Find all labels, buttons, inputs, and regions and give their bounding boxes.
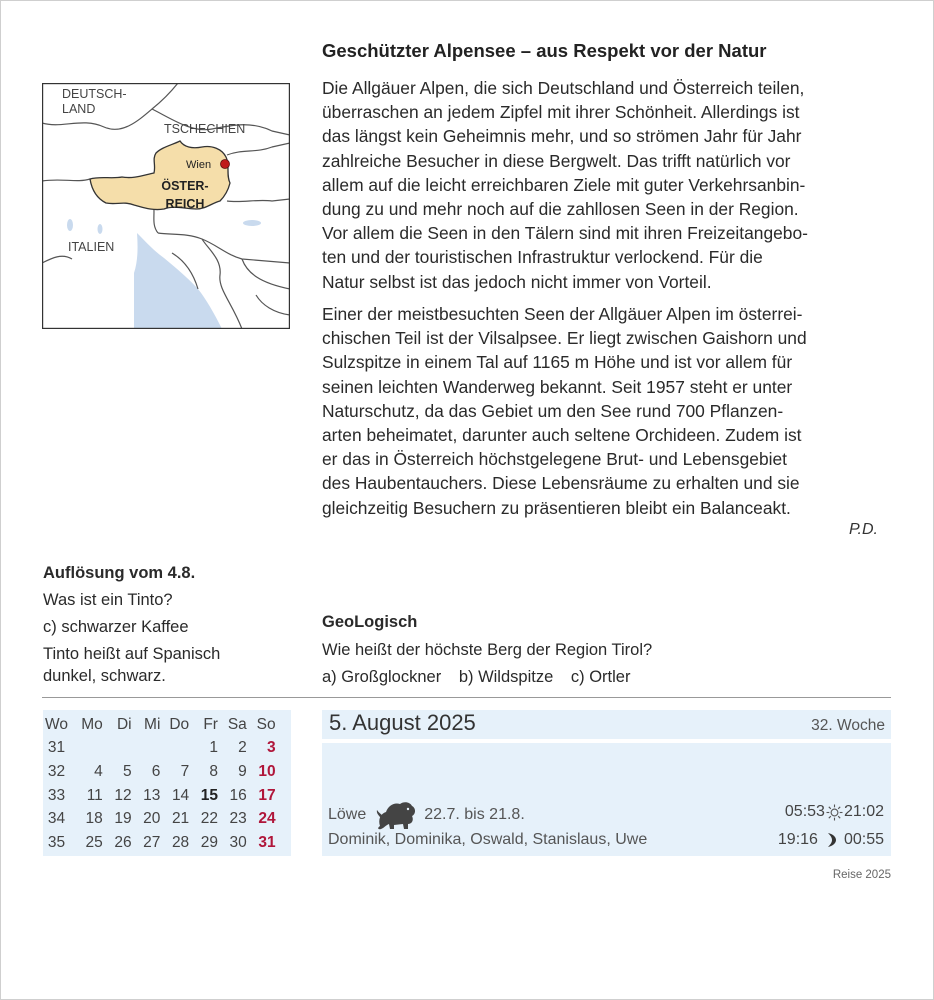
label-italien: ITALIEN — [68, 240, 115, 254]
calendar-day: 26 — [114, 833, 132, 851]
day-header: Do — [169, 715, 190, 733]
date-title: 5. August 2025 — [329, 710, 476, 735]
week-number-cell: 31 — [47, 739, 66, 757]
article-line: er das in Österreich höchstgelegene Brut- und Lebensgebiet — [322, 449, 788, 470]
sun-icon — [826, 804, 843, 821]
week-number-cell: 34 — [47, 810, 66, 828]
sun-times — [785, 803, 884, 821]
calendar-day: 4 — [94, 762, 103, 780]
article-line: des Haubentauchers. Diese Lebensräume zu erhalten und sie — [322, 473, 800, 494]
calendar-header-row — [43, 713, 276, 737]
label-oesterreich: ÖSTER- — [161, 179, 209, 193]
calendar-day: 9 — [238, 762, 247, 780]
moonrise-time: 19:16 — [777, 831, 818, 848]
austria-locator-map — [42, 83, 290, 329]
week-number: 32. Woche — [811, 717, 885, 734]
article-line: dung zu und mehr noch auf die zahllosen Seen in der Region. — [322, 199, 799, 220]
zodiac-range: 22.7. bis 21.8. — [424, 806, 525, 823]
calendar-day: 21 — [171, 810, 190, 828]
divider — [42, 697, 891, 698]
sunset-time: 21:02 — [843, 803, 884, 820]
moon-times — [778, 831, 884, 849]
calendar-day: 12 — [114, 786, 132, 804]
article-line: Vor allem die Seen in den Tälern sind mit ihren Freizeitangebo- — [322, 223, 808, 244]
quiz-option-a: a) Großglockner — [322, 668, 442, 686]
month-calendar — [43, 710, 291, 856]
calendar-table — [43, 713, 276, 855]
calendar-day: 14 — [171, 786, 190, 804]
article-line: das längst kein Geheimnis mehr, und so strömen Jahr für Jahr — [322, 126, 802, 147]
day-header: Sa — [227, 715, 247, 733]
solution-title: Auflösung vom 4.8. — [43, 564, 196, 582]
calendar-week-row — [43, 760, 276, 784]
solution-explanation-2: dunkel, schwarz. — [43, 667, 166, 685]
calendar-day — [132, 737, 161, 761]
calendar-day: 19 — [114, 810, 132, 828]
calendar-day: 29 — [200, 833, 218, 851]
lake-balaton — [243, 220, 261, 226]
panel-separator — [322, 739, 891, 743]
calendar-day-sunday: 3 — [266, 739, 276, 757]
day-header: Mo — [81, 715, 103, 733]
calendar-day-sunday: 24 — [258, 810, 276, 828]
article-line: überraschen an jedem Zipfel mit ihrer Schönheit. Allerdings ist — [322, 102, 800, 123]
quiz-options — [322, 664, 892, 692]
calendar-day: 25 — [85, 833, 103, 851]
calendar-day: 22 — [200, 810, 218, 828]
week-number-cell: 33 — [47, 786, 66, 804]
calendar-day: 15 — [200, 786, 218, 804]
calendar-day: 27 — [143, 833, 161, 851]
solution-answer: c) schwarzer Kaffee — [43, 618, 189, 636]
calendar-day: 30 — [229, 833, 247, 851]
article-line: arten beheimatet, darunter auch seltene Orchideen. Zudem ist — [322, 425, 802, 446]
calendar-day: 1 — [209, 739, 218, 757]
lion-icon — [374, 798, 418, 832]
zodiac-sign: Löwe — [328, 806, 367, 823]
article-line: Natur selbst ist das jedoch nicht immer von Vorteil. — [322, 271, 712, 292]
article-line: zahlreiche Besucher in diese Bergwelt. Das trifft natürlich vor — [322, 150, 791, 171]
day-header-sunday: So — [256, 715, 276, 733]
quiz-option-b: b) Wildspitze — [458, 668, 554, 686]
calendar-week-row — [43, 784, 276, 808]
article-title: Geschützter Alpensee – aus Respekt vor der Natur — [322, 40, 767, 61]
calendar-day — [103, 737, 132, 761]
day-header: Fr — [203, 715, 218, 733]
label-tschechien: TSCHECHIEN — [164, 122, 246, 136]
week-header: Wo — [45, 715, 68, 733]
day-header: Mi — [144, 715, 161, 733]
article-line: gleichzeitig Besuchern zu präsentieren bleibt ein Balanceakt. — [322, 497, 791, 518]
article-line: ten und der touristischen Infrastruktur verlockend. Für die — [322, 247, 763, 268]
calendar-day-sunday: 31 — [258, 833, 276, 851]
article-line: allem auf die leicht erreichbaren Ziele mit guter Verkehrsanbin- — [322, 174, 806, 195]
article-line: seinen leichten Wanderweg bekannt. Seit 1957 steht er unter — [322, 376, 793, 397]
calendar-day-sunday: 17 — [258, 786, 276, 804]
zodiac-row — [328, 798, 525, 832]
calendar-day: 7 — [180, 762, 190, 780]
article-paragraph-2 — [322, 302, 892, 520]
calendar-day: 28 — [171, 833, 190, 851]
calendar-day: 13 — [143, 786, 161, 804]
name-days: Dominik, Dominika, Oswald, Stanislaus, Uwe — [328, 831, 648, 848]
week-number-cell: 35 — [47, 833, 66, 851]
article-line: Naturschutz, da das Gebiet um den See rund 700 Pflanzen- — [322, 400, 784, 421]
quiz-box — [322, 609, 892, 692]
calendar-week-row — [43, 807, 276, 831]
calendar-day: 23 — [229, 810, 247, 828]
solution-explanation-1: Tinto heißt auf Spanisch — [43, 645, 221, 663]
article-line: Die Allgäuer Alpen, die sich Deutschland und Österreich teilen, — [322, 78, 805, 98]
calendar-day-sunday: 10 — [258, 762, 276, 780]
solution-question: Was ist ein Tinto? — [43, 591, 173, 609]
calendar-day: 18 — [85, 810, 103, 828]
moon-icon — [824, 832, 838, 848]
article-line: Sulzspitze in einem Tal auf 1165 m Höhe und ist vor allem für — [322, 352, 793, 373]
label-deutschland: DEUTSCH- — [62, 87, 127, 101]
calendar-day — [160, 737, 189, 761]
solution-box — [43, 560, 293, 687]
label-oesterreich-2: REICH — [165, 197, 205, 211]
calendar-day: 2 — [238, 739, 247, 757]
day-header: Di — [116, 715, 132, 733]
vienna-dot — [221, 160, 230, 169]
calendar-week-row — [43, 737, 276, 761]
moonset-time: 00:55 — [843, 831, 884, 848]
calendar-day: 6 — [151, 762, 161, 780]
footer-label: Reise 2025 — [832, 869, 891, 881]
day-panel — [322, 710, 891, 856]
quiz-title: GeoLogisch — [322, 613, 418, 631]
quiz-option-c: c) Ortler — [570, 668, 631, 686]
article-author: P.D. — [848, 521, 878, 538]
sunrise-time: 05:53 — [784, 803, 825, 820]
calendar-day: 16 — [229, 786, 247, 804]
article-line: Einer der meistbesuchten Seen der Allgäuer Alpen im österrei- — [322, 304, 803, 324]
label-deutschland-2: LAND — [62, 102, 96, 116]
article-line: chischen Teil ist der Vilsalpsee. Er liegt zwischen Gaishorn und — [322, 328, 807, 349]
article-paragraph-1 — [322, 76, 892, 294]
calendar-day: 20 — [143, 810, 161, 828]
calendar-day: 8 — [209, 762, 218, 780]
calendar-week-row — [43, 831, 276, 855]
calendar-day: 11 — [86, 786, 103, 804]
label-wien: Wien — [186, 159, 212, 171]
quiz-question: Wie heißt der höchste Berg der Region Tirol? — [322, 640, 653, 659]
week-number-cell: 32 — [47, 762, 66, 780]
calendar-day: 5 — [122, 762, 132, 780]
calendar-day — [74, 737, 103, 761]
